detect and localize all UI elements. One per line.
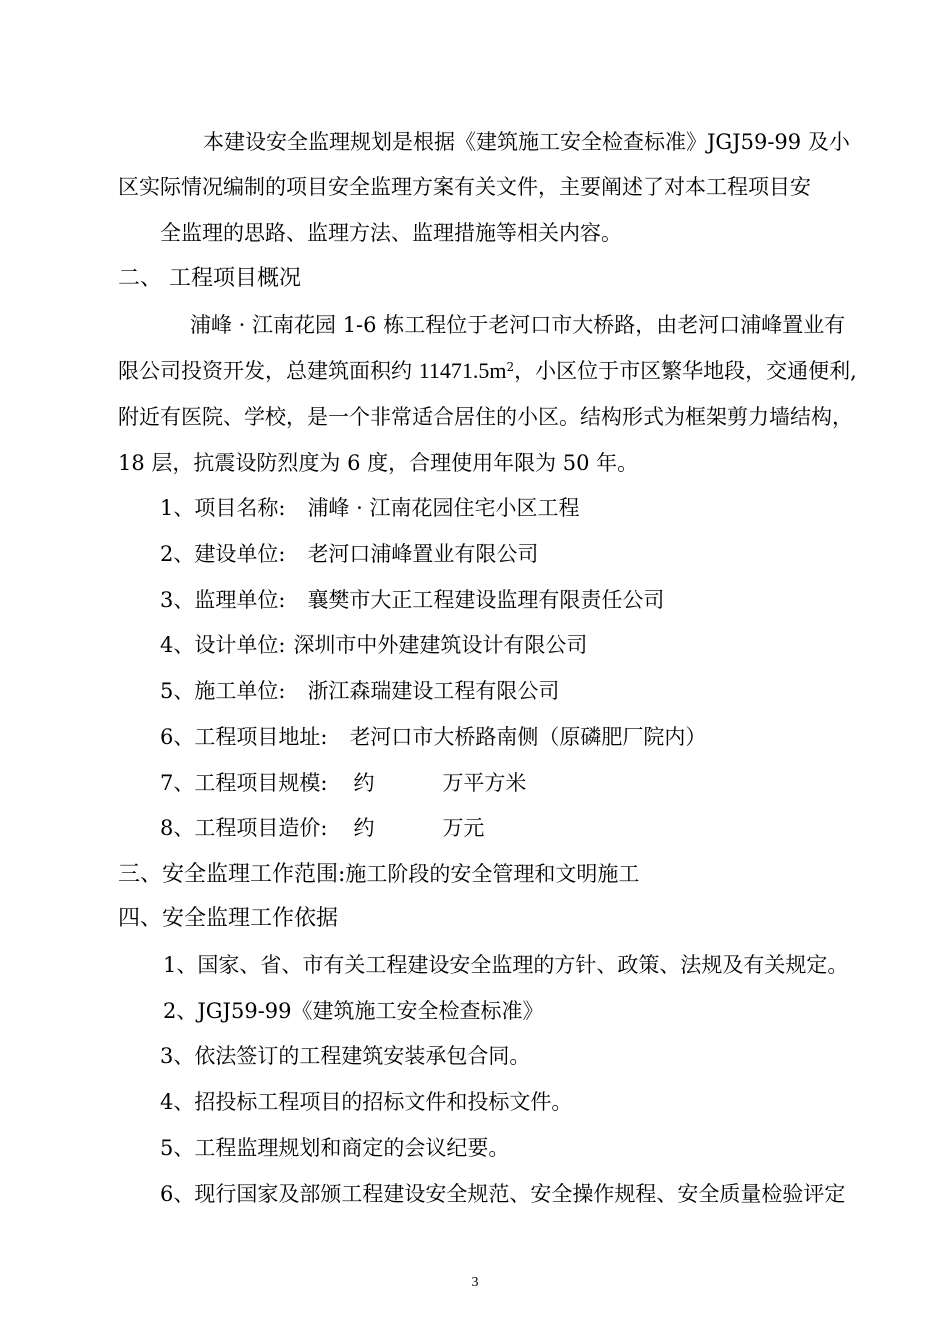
intro-line-2: 区实际情况编制的项目安全监理方案有关文件，主要阐述了对本工程项目安 (118, 175, 811, 199)
info-item-name (160, 494, 579, 522)
basis-item-4: 4、招投标工程项目的招标文件和投标文件。 (160, 1090, 573, 1114)
section-2-heading: 二、 工程项目概况 (118, 266, 301, 291)
area-unit-superscript: 2 (506, 360, 515, 374)
info-value: 浦峰 · 江南花园住宅小区工程 (307, 496, 580, 520)
info-value: 老河口市大桥路南侧（原磷肥厂院内） (349, 725, 707, 749)
info-value-unit: 万元 (442, 816, 485, 840)
info-label: 2、建设单位: (160, 542, 286, 566)
info-label: 1、项目名称: (160, 496, 286, 520)
info-value: 老河口浦峰置业有限公司 (307, 542, 539, 566)
section-3-text: 施工阶段的安全管理和文明施工 (345, 862, 640, 886)
basis-item-3: 3、依法签订的工程建筑安装承包合同。 (160, 1044, 531, 1068)
basis-item-5: 5、工程监理规划和商定的会议纪要。 (160, 1136, 510, 1160)
building-area-value: 11471.5m (418, 358, 507, 383)
info-item-scale (160, 769, 526, 797)
info-label: 4、设计单位: (160, 633, 286, 657)
info-item-address (160, 723, 706, 751)
overview-line-2 (118, 357, 857, 385)
info-value-prefix: 约 (353, 771, 375, 795)
section-3-heading: 三、安全监理工作范围: (118, 862, 346, 887)
info-item-designer (160, 631, 587, 659)
intro-line-1: 本建设安全监理规划是根据《建筑施工安全检查标准》JGJ59-99 及小 (203, 130, 850, 154)
overview-line-4: 18 层，抗震设防烈度为 6 度，合理使用年限为 50 年。 (118, 451, 639, 475)
info-label: 5、施工单位: (160, 679, 286, 703)
section-4-heading: 四、安全监理工作依据 (118, 906, 339, 931)
info-value: 深圳市中外建建筑设计有限公司 (293, 633, 588, 657)
basis-item-6: 6、现行国家及部颁工程建设安全规范、安全操作规程、安全质量检验评定 (160, 1182, 846, 1206)
section-3 (118, 860, 639, 889)
info-item-supervisor (160, 586, 664, 614)
info-value: 襄樊市大正工程建设监理有限责任公司 (307, 588, 665, 612)
info-label: 3、监理单位: (160, 588, 286, 612)
overview-line-3: 附近有医院、学校，是一个非常适合居住的小区。结构形式为框架剪力墙结构， (118, 405, 853, 429)
info-item-contractor (160, 677, 559, 705)
info-item-cost (160, 814, 484, 842)
overview-line-2-end: ，小区位于市区繁华地段，交通便利, (514, 359, 857, 383)
info-item-owner (160, 540, 538, 568)
basis-item-1: 1、国家、省、市有关工程建设安全监理的方针、政策、法规及有关规定。 (163, 953, 849, 977)
page-number: 3 (471, 1275, 479, 1290)
overview-line-2-start: 限公司投资开发，总建筑面积约 (118, 359, 419, 383)
intro-line-3: 全监理的思路、监理方法、监理措施等相关内容。 (160, 221, 622, 245)
overview-line-1: 浦峰 · 江南花园 1-6 栋工程位于老河口市大桥路，由老河口浦峰置业有 (190, 313, 846, 337)
info-label: 8、工程项目造价: (160, 816, 328, 840)
info-value-prefix: 约 (353, 816, 375, 840)
info-value: 浙江森瑞建设工程有限公司 (307, 679, 560, 703)
info-label: 6、工程项目地址: (160, 725, 328, 749)
basis-item-2: 2、JGJ59-99《建筑施工安全检查标准》 (163, 999, 544, 1023)
info-value-unit: 万平方米 (442, 771, 527, 795)
info-label: 7、工程项目规模: (160, 771, 328, 795)
